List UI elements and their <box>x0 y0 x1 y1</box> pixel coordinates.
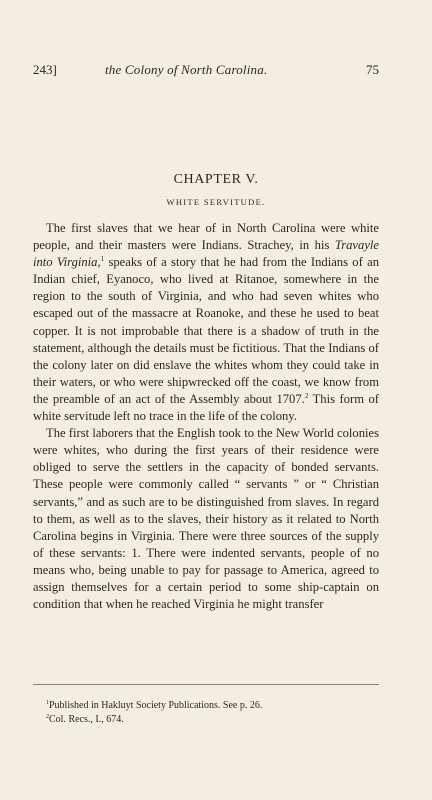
footnote-2 <box>46 713 376 727</box>
footnote-marker-2: 2 <box>304 391 309 400</box>
running-head-left: 243] <box>33 62 57 77</box>
footnote-1-mark: 1 <box>46 700 49 706</box>
page-number: 75 <box>366 62 379 77</box>
paragraph-1 <box>33 220 379 425</box>
footnote-rule <box>33 684 379 685</box>
book-title-italic: Travayle into Virginia, <box>33 238 379 270</box>
running-head-title: the Colony of North Carolina. <box>105 62 268 77</box>
footnotes <box>46 699 376 726</box>
footnote-2-mark: 2 <box>46 713 49 720</box>
paragraph-1-part-c: This form of white servitude left no trace in the life of the colony. <box>33 391 379 424</box>
paragraph-2: The first laborers that the English took to the New World colonies were whites, who during the first years of their residence were obliged to serve the settlers in the capacity of bonded servants. These people were commonly called “ servants ” or “ Christian servants,” and as such are to be distinguished from slaves. In regard to them, as well as to the slaves, their history as it related to North Carolina begins in Virginia. There were three sources of the supply of these servants: 1. There were indented servants, people of no means who, being unable to pay for passage to America, agreed to assign themselves for a certain period to some ship-captain on condition that when he reached Virginia he might transfer <box>33 426 379 612</box>
body-text <box>33 220 379 613</box>
paragraph-1-part-a: The first slaves that we hear of in North Carolina were white people, and their masters were Indians. Strachey, in his <box>33 221 379 253</box>
paragraph-1-part-b: speaks of a story that he had from the Indians of an Indian chief, Eyanoco, who lived at Ritanoe, somewhere in the region to the south of Virginia, and who had seven whites who escaped out of the massacre at Roanoke, and these he used to beat copper. It is not improbable that there is a shadow of truth in the statement, although the details must be fictitious. That the Indians of the colony later on did enslave the whites whom they could take in their waters, or who were shipwrecked off the coast, we know from the preamble of an act of the Assembly about 1707. <box>33 255 379 406</box>
section-title: WHITE SERVITUDE. <box>166 197 266 207</box>
footnote-marker-1: 1 <box>100 255 105 264</box>
footnote-1-text: Published in Hakluyt Society Publications. See p. 26. <box>49 700 263 711</box>
chapter-title: CHAPTER V. <box>173 172 259 187</box>
running-head <box>33 62 379 78</box>
footnote-1 <box>46 699 376 713</box>
footnote-2-text: Col. Recs., I., 674. <box>49 713 124 725</box>
